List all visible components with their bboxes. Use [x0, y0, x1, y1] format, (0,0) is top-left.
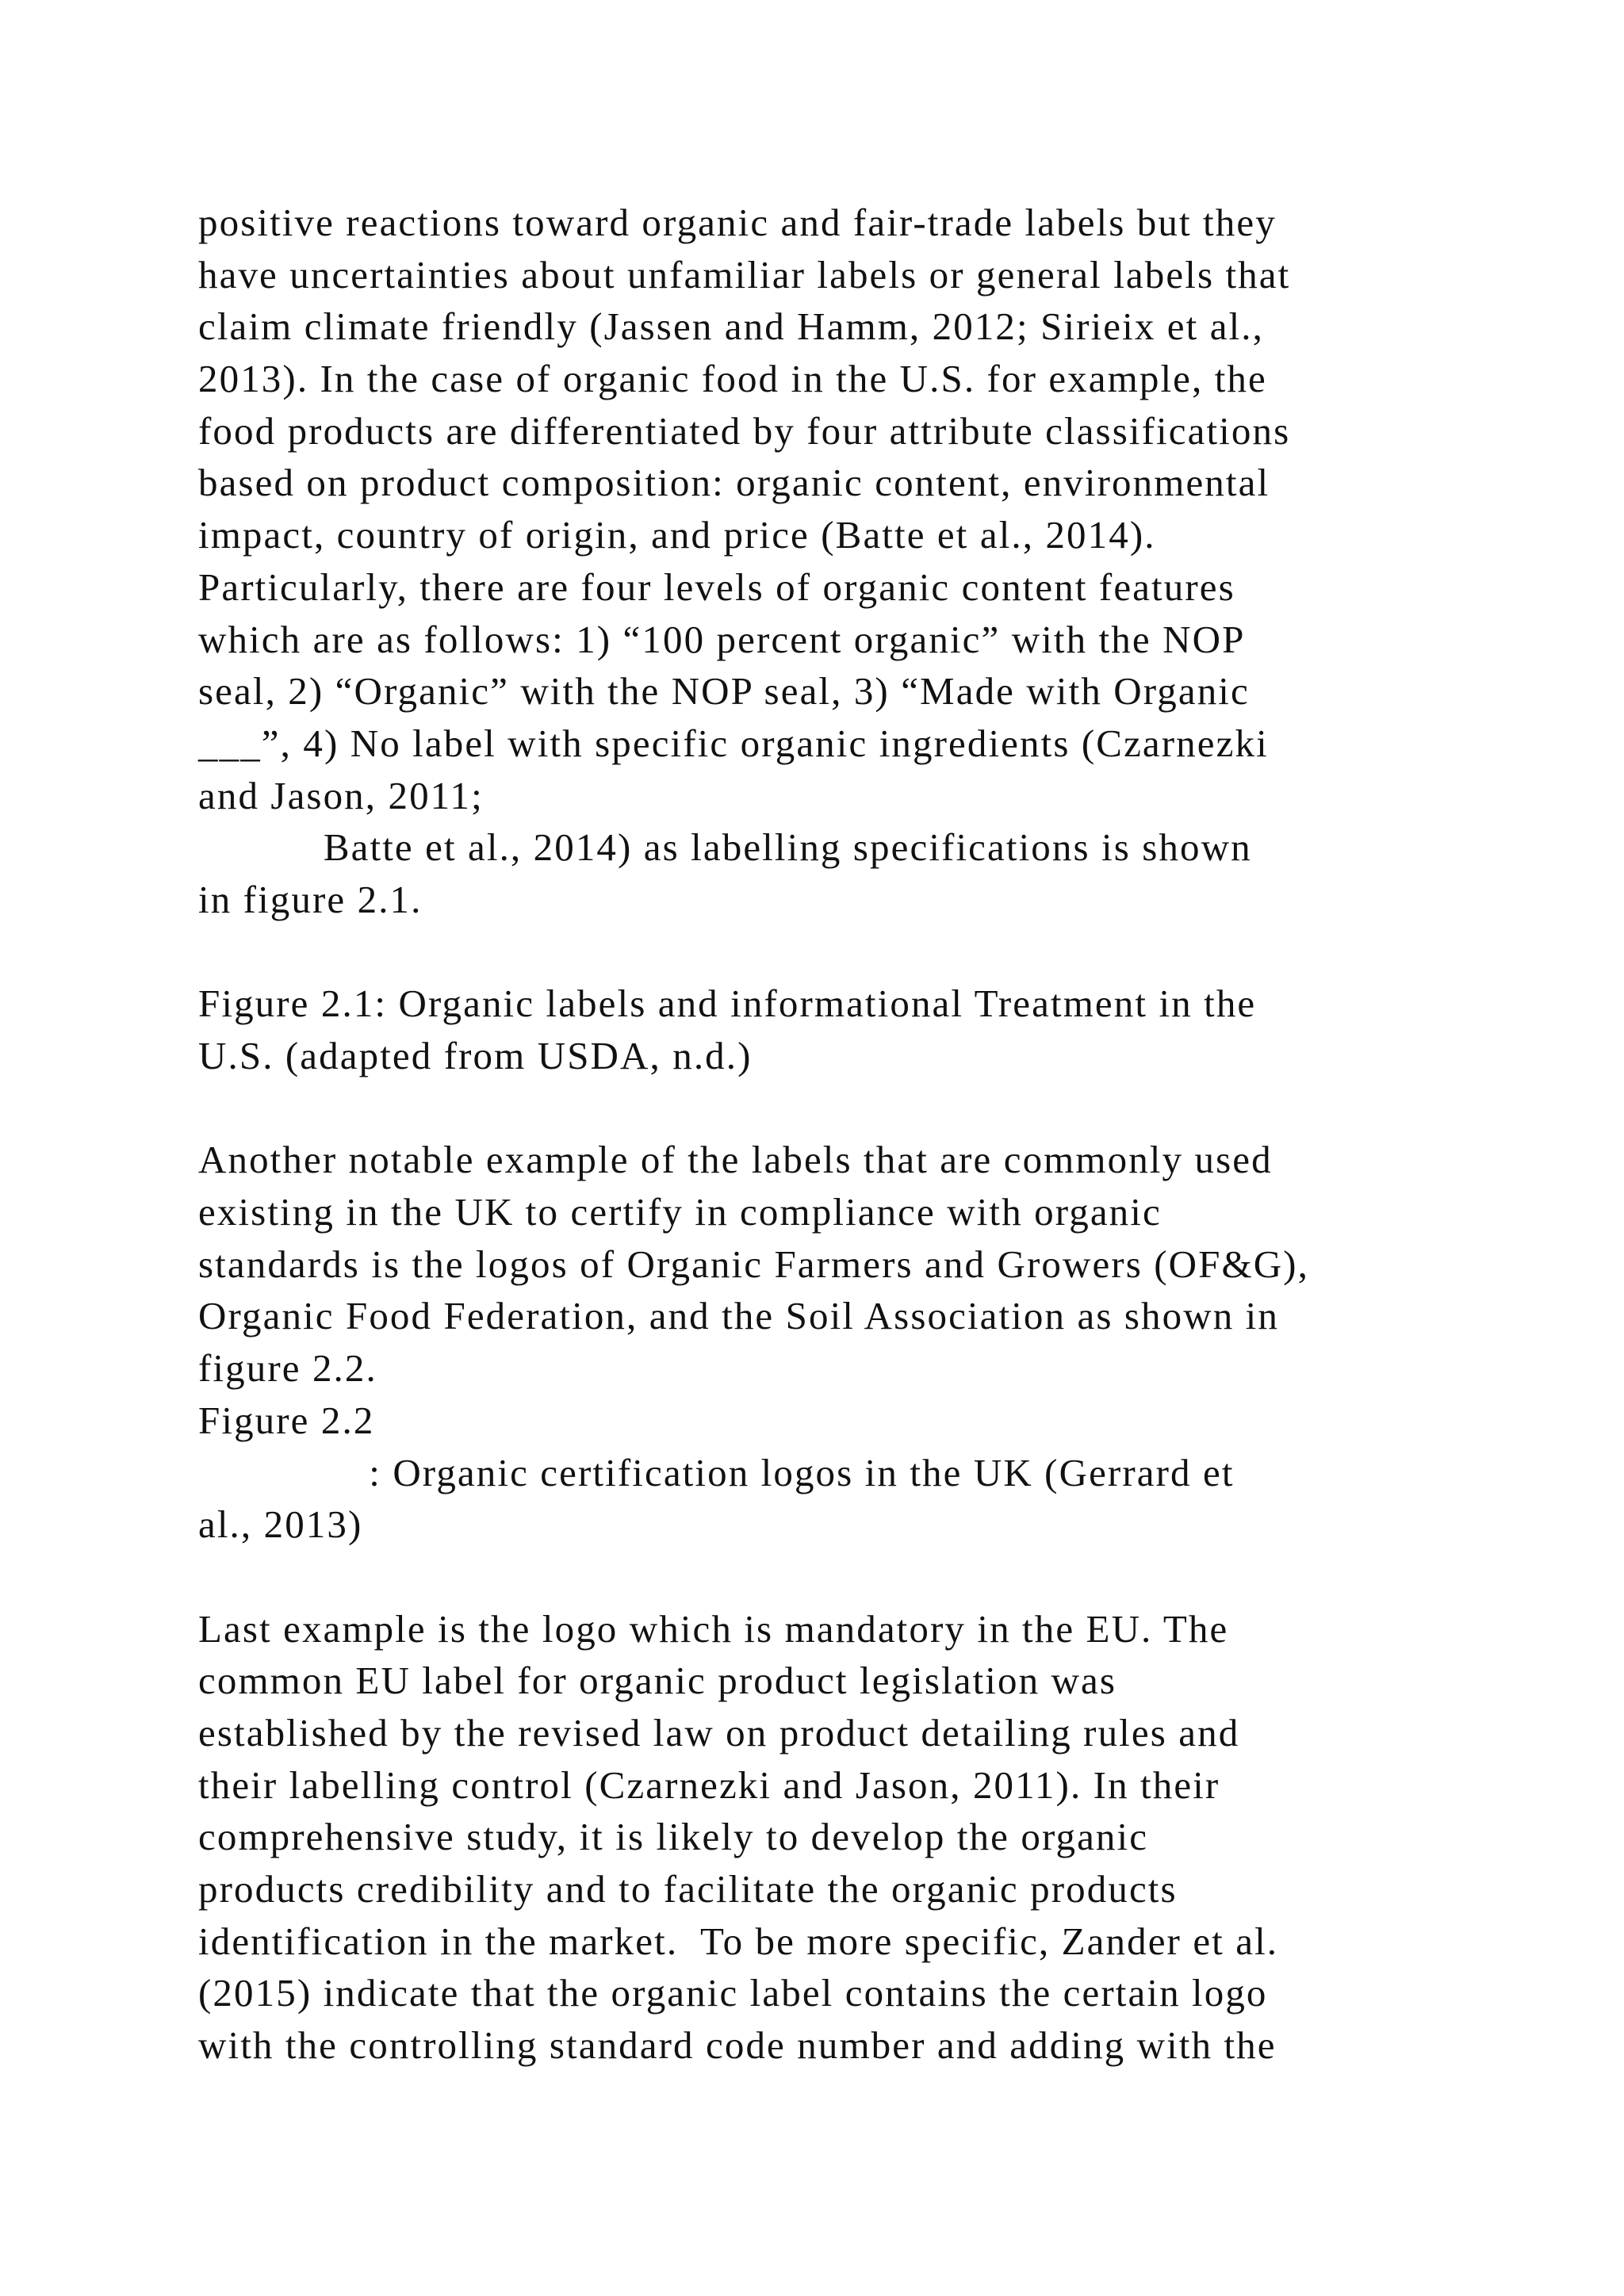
body-text [198, 197, 1546, 2072]
text-line: and Jason, 2011; [198, 773, 484, 817]
text-line: Another notable example of the labels that are commonly used [198, 1138, 1273, 1182]
caption-line: U.S. (adapted from USDA, n.d.) [198, 1034, 753, 1077]
text-line: impact, country of origin, and price (Batte et al., 2014). [198, 513, 1156, 557]
caption-line: Figure 2.2 [198, 1398, 375, 1442]
paragraph-1 [198, 197, 1546, 926]
text-line: existing in the UK to certify in compliance with organic [198, 1190, 1162, 1234]
text-line: figure 2.2. [198, 1346, 377, 1391]
text-line: Batte et al., 2014) as labelling specifications is shown [198, 825, 1252, 870]
paragraph-spacer [198, 926, 1546, 978]
paragraph-2 [198, 1134, 1546, 1394]
text-line: common EU label for organic product legislation was [198, 1659, 1117, 1703]
text-line: comprehensive study, it is likely to develop the organic [198, 1815, 1149, 1859]
text-line: (2015) indicate that the organic label contains the certain logo [198, 1971, 1268, 2015]
paragraph-spacer [198, 1082, 1546, 1135]
text-line: Last example is the logo which is mandatory in the EU. The [198, 1606, 1229, 1651]
caption-line: al., 2013) [198, 1502, 363, 1547]
text-line: products credibility and to facilitate the organic products [198, 1867, 1178, 1911]
text-line: positive reactions toward organic and fair-trade labels but they [198, 201, 1277, 244]
text-line: identification in the market. To be more specific, Zander et al. [198, 1919, 1279, 1963]
text-line: with the controlling standard code number and adding with the [198, 2023, 1277, 2068]
caption-line: Figure 2.1: Organic labels and informational Treatment in the [198, 982, 1257, 1026]
text-line: 2013). In the case of organic food in the U.S. for example, the [198, 357, 1267, 401]
text-line: seal, 2) “Organic” with the NOP seal, 3) “Made with Organic [198, 669, 1250, 714]
paragraph-3 [198, 1603, 1546, 2072]
text-line: food products are differentiated by four attribute classifications [198, 408, 1291, 453]
text-line: have uncertainties about unfamiliar labels or general labels that [198, 252, 1291, 297]
text-line: established by the revised law on product detailing rules and [198, 1710, 1240, 1755]
text-line: based on product composition: organic content, environmental [198, 461, 1270, 505]
text-line: Particularly, there are four levels of organic content features [198, 564, 1235, 609]
paragraph-spacer [198, 1551, 1546, 1603]
text-line: ___”, 4) No label with specific organic ingredients (Czarnezki [198, 721, 1269, 765]
text-line: in figure 2.1. [198, 877, 423, 921]
figure-2-2-caption [198, 1395, 1546, 1551]
text-line: standards is the logos of Organic Farmers and Growers (OF&G), [198, 1242, 1309, 1286]
figure-2-1-caption [198, 978, 1546, 1081]
caption-line: : Organic certification logos in the UK (Gerrard et [198, 1450, 1235, 1494]
text-line: claim climate friendly (Jassen and Hamm, 2012; Sirieix et al., [198, 304, 1264, 349]
text-line: which are as follows: 1) “100 percent organic” with the NOP [198, 617, 1246, 661]
text-line: their labelling control (Czarnezki and Jason, 2011). In their [198, 1762, 1220, 1807]
text-line: Organic Food Federation, and the Soil Association as shown in [198, 1294, 1279, 1338]
